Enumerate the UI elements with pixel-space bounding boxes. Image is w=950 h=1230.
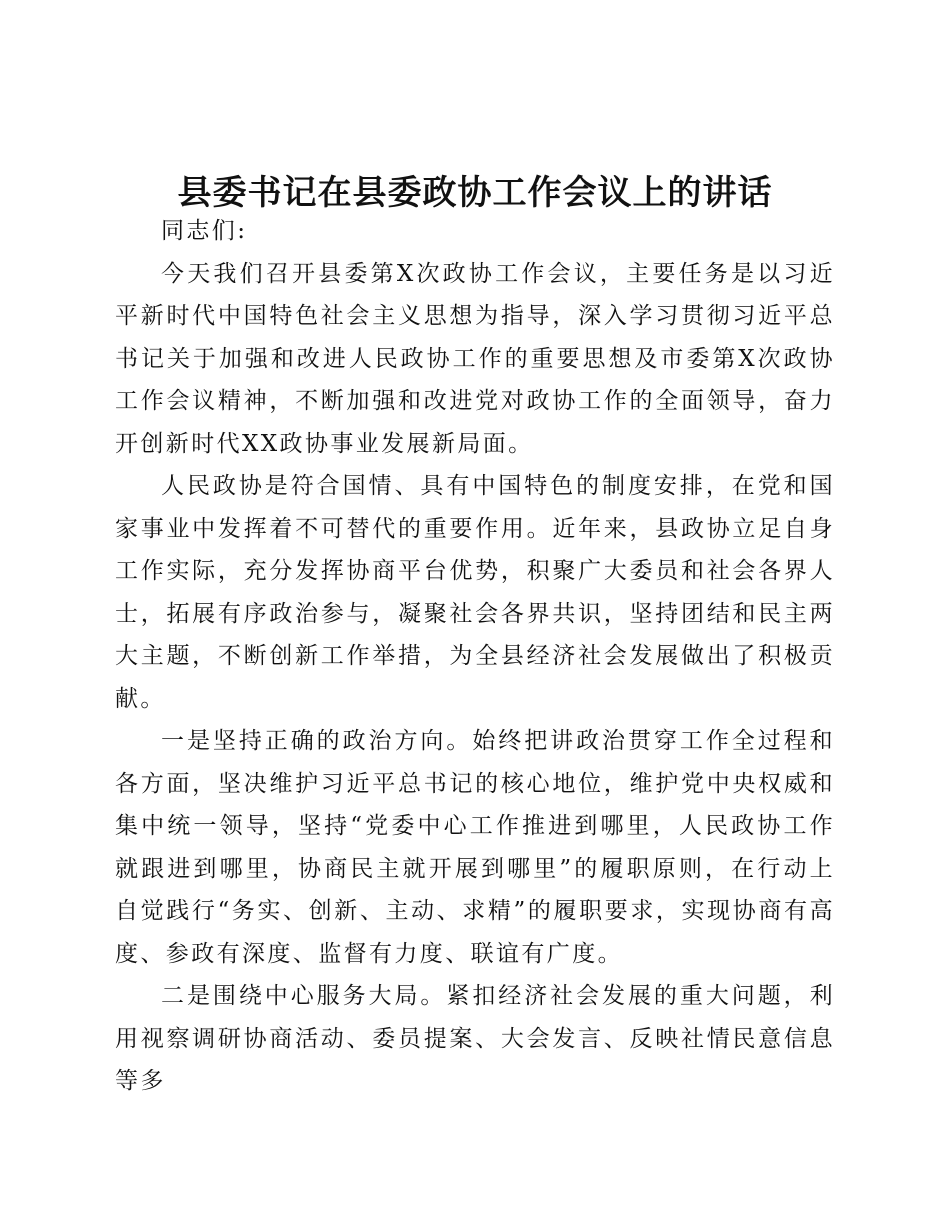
paragraph-intro: 今天我们召开县委第X次政协工作会议，主要任务是以习近平新时代中国特色社会主义思想为指导，深入学习贯彻习近平总书记关于加强和改进人民政协工作的重要思想及市委第X次政协工作会议精神，不断加强和改进党对政协工作的全面领导，奋力开创新时代XX政协事业发展新局面。 — [115, 260, 835, 457]
paragraph-point-two: 二是围绕中心服务大局。紧扣经济社会发展的重大问题，利用视察调研协商活动、委员提案、大会发言、反映社情民意信息等多 — [115, 983, 835, 1094]
paragraph-cppcc-role: 人民政协是符合国情、具有中国特色的制度安排，在党和国家事业中发挥着不可替代的重要作用。近年来，县政协立足自身工作实际，充分发挥协商平台优势，积聚广大委员和社会各界人士，拓展有序政治参与，凝聚社会各界共识，坚持团结和民主两大主题，不断创新工作举措，为全县经济社会发展做出了积极贡献。 — [115, 473, 835, 712]
document-body — [115, 210, 835, 1103]
document-title: 县委书记在县委政协工作会议上的讲话 — [177, 173, 773, 213]
paragraph-point-one: 一是坚持正确的政治方向。始终把讲政治贯穿工作全过程和各方面，坚决维护习近平总书记的核心地位，维护党中央权威和集中统一领导，坚持“党委中心工作推进到哪里，人民政协工作就跟进到哪里，协商民主就开展到哪里”的履职原则，在行动上自觉践行“务实、创新、主动、求精”的履职要求，实现协商有高度、参政有深度、监督有力度、联谊有广度。 — [115, 728, 835, 967]
salutation: 同志们: — [161, 218, 248, 244]
